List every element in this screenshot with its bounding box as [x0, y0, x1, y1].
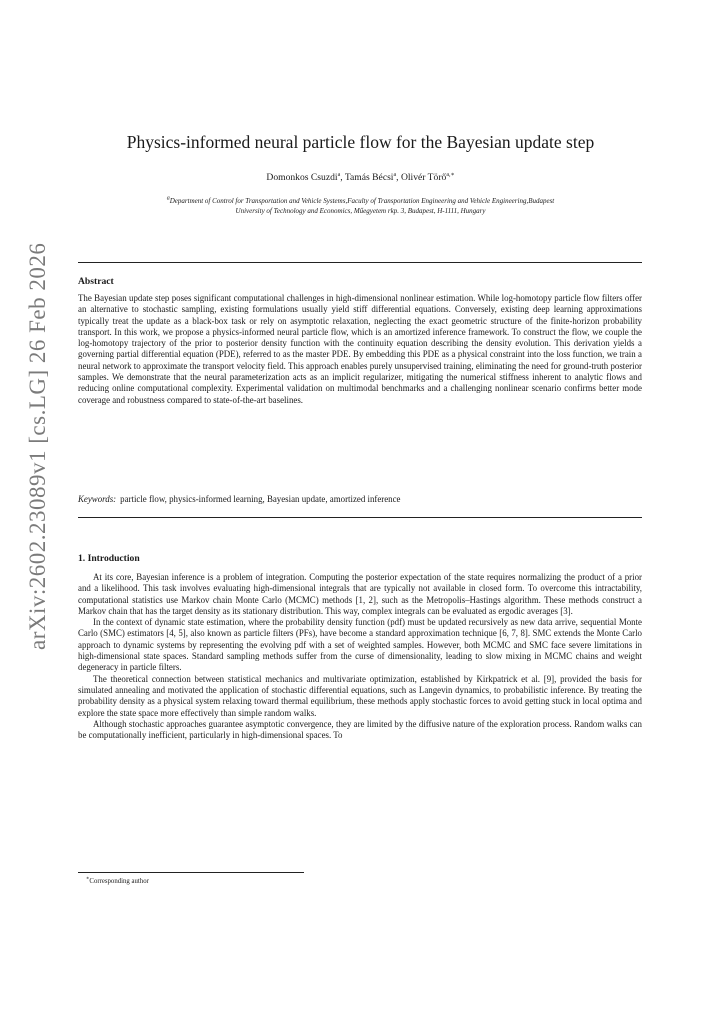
paragraph: Although stochastic approaches guarantee asymptotic convergence, they are limited by the diffusive nature of the exploration process. Random walks can be computationally inefficient, particularly in high-dimensional spaces. To: [78, 718, 642, 741]
author-name: Tamás Bécsi: [344, 172, 394, 183]
author-affil-mark: a,∗: [446, 171, 455, 178]
abstract-heading: Abstract: [78, 276, 114, 287]
keywords-label: Keywords:: [78, 494, 117, 504]
paragraph: At its core, Bayesian inference is a problem of integration. Computing the posterior expectation of the state requires normalizing the product of a prior and a likelihood. This task involves evaluating high-dimensional integrals that are typically not available in closed form. To overcome this intractability, computational statistics use Markov chain Monte Carlo (MCMC) methods [1, 2], such as the Metropolis–Hastings algorithm. These methods construct a Markov chain that has the target density as its stationary distribution. This way, complex integrals can be evaluated as ergodic averages [3].: [78, 572, 642, 616]
abstract-text: The Bayesian update step poses significant computational challenges in high-dimensional nonlinear estimation. While log-homotopy particle flow filters offer an alternative to stochastic sampling, existing formulations usually yield stiff differential equations. Conversely, existing deep learning approximations typically treat the update as a black-box task or rely on asymptotic relaxation, neglecting the exact geometric structure of the finite-horizon probability transport. In this work, we propose a physics-informed neural particle flow, which is an amortized inference framework. To construct the flow, we couple the log-homotopy trajectory of the prior to posterior density function with the continuity equation describing the density evolution. This derivation yields a governing partial differential equation (PDE), referred to as the master PDE. By embedding this PDE as a physical constraint into the loss function, we train a neural network to approximate the transport velocity field. This approach enables purely unsupervised training, eliminating the need for ground-truth posterior samples. We demonstrate that the neural parameterization acts as an implicit regularizer, mitigating the numerical stiffness inherent to analytic flows and reducing online computational complexity. Experimental validation on multimodal benchmarks and a challenging nonlinear scenario confirms better mode coverage and robustness compared to state-of-the-art baselines.: [78, 293, 642, 405]
affiliation: [70, 196, 651, 216]
abstract-bottom-rule: [78, 517, 642, 518]
keywords-text: particle flow, physics-informed learning, Bayesian update, amortized inference: [120, 494, 401, 504]
footnote: [86, 877, 149, 886]
affiliation-mark: a: [166, 195, 170, 202]
affiliation-line-2: University of Technology and Economics, Műegyetem rkp. 3, Budapest, H-1111, Hungary: [235, 207, 486, 215]
author-list: [60, 172, 661, 184]
abstract-top-rule: [78, 262, 642, 263]
paragraph: In the context of dynamic state estimation, where the probability density function (pdf) must be updated recursively as new data arrive, sequential Monte Carlo (SMC) estimators [4, 5], also known as particle filters (PFs), have become a standard approximation technique [6, 7, 8]. SMC extends the Monte Carlo approach to dynamic systems by representing the evolving pdf with a set of weighted samples. However, both MCMC and SMC face severe limitations in high-dimensional state spaces. Standard sampling methods suffer from the curse of dimensionality, leading to slow mixing in MCMC chains and weight degeneracy in particle filters.: [78, 617, 642, 673]
affiliation-line-1: Department of Control for Transportation and Vehicle Systems,Faculty of Transportation Engineering and Vehicle Engineering,Budapest: [169, 197, 555, 205]
section-heading: 1. Introduction: [78, 553, 140, 564]
footnote-mark: ∗: [86, 876, 90, 882]
author-affil-mark: a: [337, 171, 341, 178]
introduction-body: [78, 572, 642, 741]
author-separator: ,: [340, 172, 345, 183]
author-affil-mark: a: [393, 171, 397, 178]
paragraph: The theoretical connection between statistical mechanics and multivariate optimization, established by Kirkpatrick et al. [9], provided the basis for simulated annealing and motivated the application of stochastic differential equations, such as Langevin dynamics, to probabilistic inference. By treating the probability density as a physical system relaxing toward thermal equilibrium, these methods apply stochastic forces to avoid getting stuck in local optima and explore the state space more effectively than simple random walks.: [78, 673, 642, 718]
paper-title: Physics-informed neural particle flow for the Bayesian update step: [126, 132, 595, 152]
footnote-text: Corresponding author: [89, 878, 149, 885]
keywords: [78, 494, 642, 505]
author-separator: ,: [396, 172, 401, 183]
author-name: Olivér Törő: [400, 172, 447, 183]
footnote-rule: [78, 872, 304, 873]
author-name: Domonkos Csuzdi: [266, 172, 338, 183]
arxiv-identifier: arXiv:2602.23089v1 [cs.LG] 26 Feb 2026: [25, 242, 50, 650]
